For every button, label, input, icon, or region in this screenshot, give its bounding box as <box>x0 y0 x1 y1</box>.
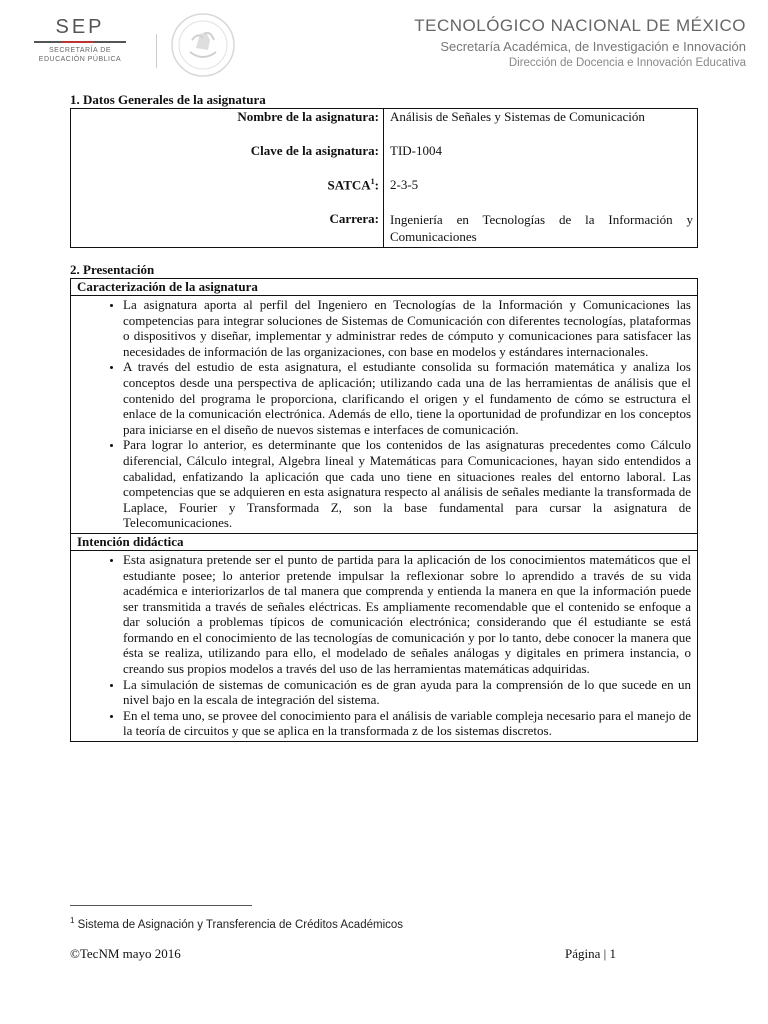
footnote-ref: 1 <box>370 177 375 186</box>
characterization-heading: Caracterización de la asignatura <box>71 279 698 296</box>
sep-logo-subtitle-2: EDUCACIÓN PÚBLICA <box>38 56 122 63</box>
table-row <box>71 533 698 550</box>
sep-logo <box>30 16 130 64</box>
didactic-intention-body <box>71 550 698 741</box>
institution-heading <box>414 16 746 69</box>
list-item: • En el tema uno, se provee del conocimiento para el análisis de variable compleja necesario para el manejo de la teoría de circuitos y que se aplica en la transformada z de los sistemas discretos. <box>123 708 691 739</box>
institution-subtitle: Secretaría Académica, de Investigación e Innovación <box>440 39 746 54</box>
institution-subtitle-2: Dirección de Docencia e Innovación Educativa <box>508 57 746 69</box>
section1-title: 1. Datos Generales de la asignatura <box>70 92 266 107</box>
footer-page-number: Página | 1 <box>565 946 616 961</box>
satca-label: SATCA <box>327 177 371 193</box>
row-value: 2-3-5 <box>384 177 698 211</box>
characterization-body <box>71 296 698 534</box>
table-row <box>71 109 698 144</box>
table-row <box>71 550 698 741</box>
list-item: • A través del estudio de esta asignatura, el estudiante consolida su formación matemática y analiza los conceptos desde una perspectiva de aplicación; utilizando cada una de las herramientas de análisis que el contenido del programa le proporciona, clarificando el origen y el fundamento de cómo se estructura el enlace de la comunicación electrónica. Además de ello, tiene la oportunidad de profundizar en los conceptos para iniciarse en el diseño de nuevos sistemas e interfaces de comunicación. <box>123 359 691 437</box>
sep-logo-word: SEP <box>55 16 105 38</box>
row-value: TID-1004 <box>384 143 698 177</box>
row-label-satca <box>71 177 384 211</box>
table-row <box>71 296 698 534</box>
row-value: Ingeniería en Tecnologías de la Información y Comunicaciones <box>384 211 698 248</box>
table-row <box>71 211 698 248</box>
table-row <box>71 143 698 177</box>
table-row <box>71 177 698 211</box>
satca-colon: : <box>374 177 379 193</box>
document-body <box>70 92 698 742</box>
list-item: • La asignatura aporta al perfil del Ingeniero en Tecnologías de la Información y Comunicaciones las competencias para integrar soluciones de Sistemas de Comunicación con diferentes tecnologías, plataformas o dispositivos y diseñar, implementar y administrar redes de cómputo y comunicaciones para satisfacer las necesidades de información de las organizaciones, con base en modelos y estándares internacionales. <box>123 297 691 359</box>
section2-title: 2. Presentación <box>70 262 155 277</box>
page-header <box>0 0 768 88</box>
footnote-text: Sistema de Asignación y Transferencia de Créditos Académicos <box>77 918 404 931</box>
footnote <box>70 916 403 931</box>
didactic-intention-list <box>77 552 691 739</box>
row-label: Clave de la asignatura: <box>71 143 384 177</box>
sep-logo-bar <box>34 41 126 43</box>
list-item: • La simulación de sistemas de comunicación es de gran ayuda para la comprensión de lo que sucede en un nivel bajo en la escala de integración del sistema. <box>123 677 691 708</box>
institution-title: TECNOLÓGICO NACIONAL DE MÉXICO <box>414 16 746 35</box>
row-label: Nombre de la asignatura: <box>71 109 384 144</box>
sep-logo-subtitle-1: SECRETARÍA DE <box>49 47 111 54</box>
table-row <box>71 279 698 296</box>
general-data-table <box>70 108 698 248</box>
didactic-intention-heading: Intención didáctica <box>71 533 698 550</box>
footer-copyright: ©TecNM mayo 2016 <box>70 946 181 961</box>
header-divider <box>156 34 157 68</box>
list-item: • Para lograr lo anterior, es determinante que los contenidos de las asignaturas precedentes como Cálculo diferencial, Cálculo integral, Algebra lineal y Matemáticas para Comunicaciones, hayan sido entendidos a cabalidad, enfatizando la aplicación que cada uno tiene en situaciones reales del entorno laboral. Las competencias que se adquieren en esta asignatura respecto al análisis de señales mediante la transformada de Laplace, Fourier y Transformada Z, son la base fundamental para cursar la asignatura de Telecomunicaciones. <box>123 437 691 531</box>
row-value: Análisis de Señales y Sistemas de Comunicación <box>384 109 698 144</box>
footnote-rule <box>70 905 252 906</box>
row-label: Carrera: <box>71 211 384 248</box>
list-item: • Esta asignatura pretende ser el punto de partida para la aplicación de los conocimientos matemáticos que el estudiante posee; lo anterior pretende impulsar la reflexionar sobre lo aprendido a través de su vida académica e interiorizarlos de tal manera que comprenda y entienda la manera en que la información puede ser transmitida a través de señales eléctricas. Es ampliamente recomendable que el contenido se enfoque a dar solución a problemas típicos de comunicación electrónica; considerando que él estudiante se está formando en el conocimiento de las tecnologías de comunicación y por lo tanto, debe conocer la manera que ésta se realiza, utilizando para ello, el modelado de señales análogas y digitales en primera instancia, o creando sus propios modelos a través del uso de las herramientas matemáticas adquiridas. <box>123 552 691 677</box>
coat-of-arms-seal-icon <box>170 12 236 78</box>
footnote-mark: 1 <box>70 916 75 925</box>
presentation-table <box>70 278 698 742</box>
characterization-list <box>77 297 691 531</box>
